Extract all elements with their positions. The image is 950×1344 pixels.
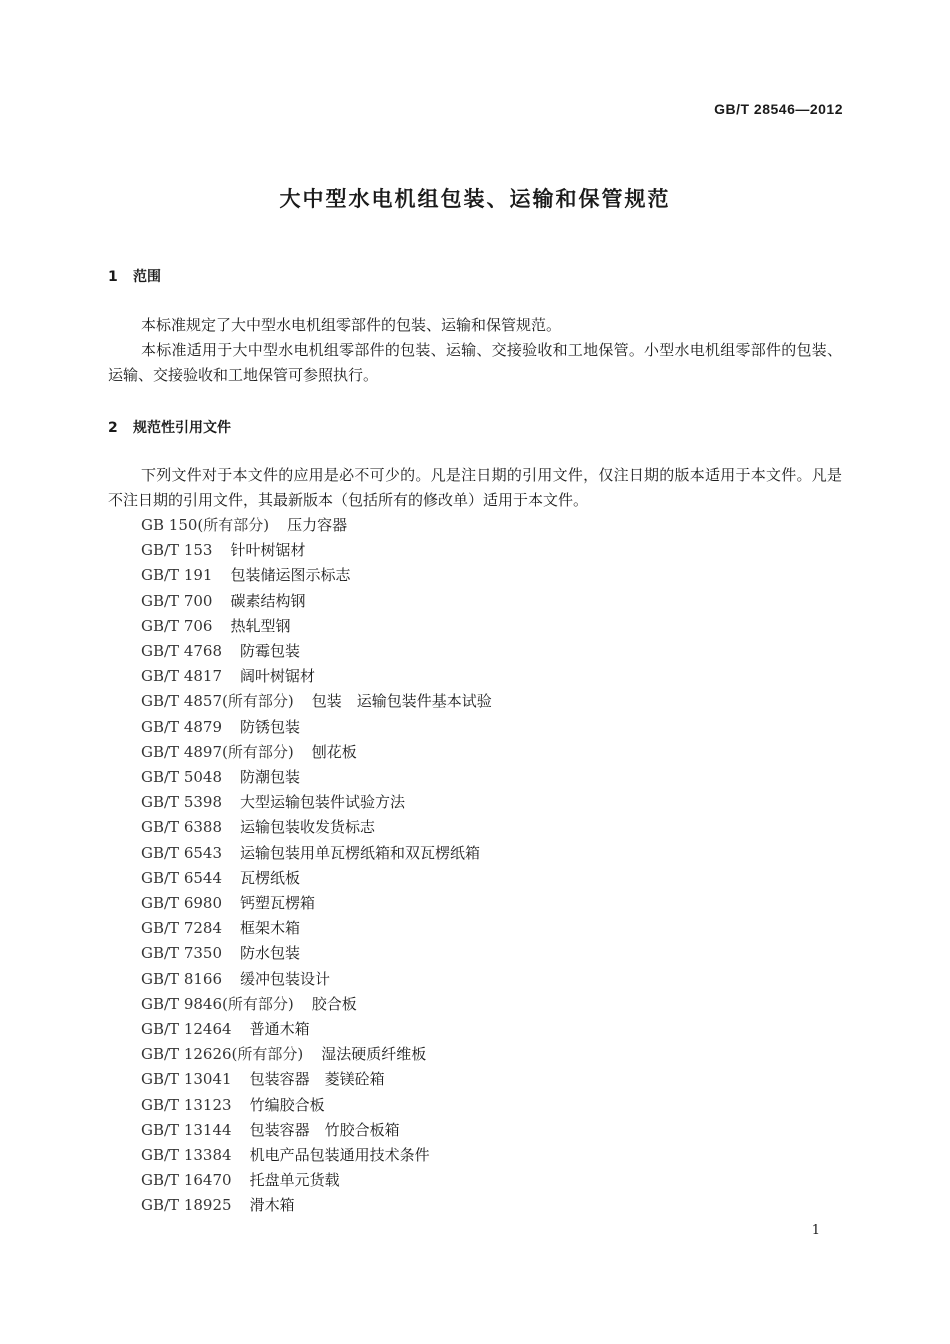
reference-code: GB/T 4879 [141, 717, 223, 736]
reference-item [141, 992, 492, 1017]
reference-item [141, 815, 492, 840]
reference-item [141, 1193, 492, 1218]
section-number: 1 [108, 269, 118, 285]
reference-name: 防霉包装 [240, 642, 301, 661]
reference-name: 防锈包装 [240, 717, 301, 736]
reference-code: GB/T 4768 [141, 642, 223, 661]
reference-name: 大型运输包装件试验方法 [240, 793, 406, 812]
reference-item [141, 689, 492, 714]
reference-item [141, 841, 492, 866]
reference-code: GB/T 13041 [141, 1070, 232, 1089]
reference-name: 刨花板 [311, 742, 357, 761]
reference-code: GB/T 16470 [141, 1171, 232, 1190]
reference-code: GB/T 8166 [141, 969, 223, 988]
reference-list [141, 513, 492, 1219]
reference-code: GB/T 12626(所有部分) [141, 1045, 304, 1064]
reference-name: 运输包装收发货标志 [240, 818, 376, 837]
reference-name: 湿法硬质纤维板 [321, 1045, 427, 1064]
reference-item [141, 1042, 492, 1067]
reference-code: GB/T 4817 [141, 667, 223, 686]
reference-name: 机电产品包装通用技术条件 [249, 1146, 430, 1165]
section-number: 2 [108, 420, 118, 436]
reference-code: GB/T 706 [141, 616, 213, 635]
reference-item [141, 1017, 492, 1042]
reference-name: 缓冲包装设计 [240, 969, 331, 988]
reference-code: GB/T 6544 [141, 868, 223, 887]
reference-code: GB/T 4857(所有部分) [141, 692, 294, 711]
reference-item [141, 589, 492, 614]
reference-code: GB/T 7350 [141, 944, 223, 963]
reference-name: 普通木箱 [249, 1020, 310, 1039]
reference-code: GB/T 191 [141, 566, 213, 585]
section-title: 规范性引用文件 [133, 420, 231, 436]
reference-code: GB/T 9846(所有部分) [141, 994, 294, 1013]
reference-name: 阔叶树锯材 [240, 667, 316, 686]
reference-name: 瓦楞纸板 [240, 868, 301, 887]
section-2-body [108, 463, 842, 513]
reference-name: 防水包装 [240, 944, 301, 963]
paragraph: 下列文件对于本文件的应用是必不可少的。凡是注日期的引用文件，仅注日期的版本适用于本文件。凡是不注日期的引用文件，其最新版本（包括所有的修改单）适用于本文件。 [108, 466, 842, 509]
reference-code: GB/T 13144 [141, 1120, 232, 1139]
reference-code: GB/T 6543 [141, 843, 223, 862]
reference-name: 托盘单元货载 [249, 1171, 340, 1190]
section-1-body [108, 313, 842, 388]
section-title: 范围 [133, 269, 161, 285]
reference-name: 钙塑瓦楞箱 [240, 894, 316, 913]
reference-code: GB/T 4897(所有部分) [141, 742, 294, 761]
reference-item [141, 538, 492, 563]
page-number: 1 [811, 1223, 820, 1238]
reference-item [141, 790, 492, 815]
reference-name: 框架木箱 [240, 919, 301, 938]
reference-name: 碳素结构钢 [230, 591, 306, 610]
reference-item [141, 866, 492, 891]
reference-item [141, 916, 492, 941]
reference-item [141, 1067, 492, 1092]
reference-name: 运输包装用单瓦楞纸箱和双瓦楞纸箱 [240, 843, 481, 862]
reference-name: 胶合板 [311, 994, 357, 1013]
reference-item [141, 614, 492, 639]
paragraph: 本标准适用于大中型水电机组零部件的包装、运输、交接验收和工地保管。小型水电机组零部件的包装、运输、交接验收和工地保管可参照执行。 [108, 341, 842, 384]
reference-name: 包装储运图示标志 [230, 566, 351, 585]
reference-item [141, 941, 492, 966]
section-2-heading [108, 417, 231, 437]
reference-code: GB/T 18925 [141, 1196, 232, 1215]
reference-code: GB/T 6388 [141, 818, 223, 837]
reference-code: GB/T 13384 [141, 1146, 232, 1165]
reference-item [141, 765, 492, 790]
reference-code: GB/T 13123 [141, 1095, 232, 1114]
reference-name: 防潮包装 [240, 768, 301, 787]
reference-name: 滑木箱 [249, 1196, 295, 1215]
reference-item [141, 513, 492, 538]
reference-code: GB/T 700 [141, 591, 213, 610]
reference-code: GB 150(所有部分) [141, 516, 270, 534]
reference-item [141, 891, 492, 916]
reference-name: 针叶树锯材 [230, 541, 306, 560]
reference-name: 热轧型钢 [230, 616, 291, 635]
reference-item [141, 715, 492, 740]
paragraph: 本标准规定了大中型水电机组零部件的包装、运输和保管规范。 [141, 316, 562, 334]
reference-code: GB/T 12464 [141, 1020, 232, 1039]
reference-code: GB/T 7284 [141, 919, 223, 938]
document-title: 大中型水电机组包装、运输和保管规范 [279, 187, 671, 211]
reference-code: GB/T 153 [141, 541, 213, 560]
reference-code: GB/T 5398 [141, 793, 223, 812]
reference-name: 包装容器 菱镁砼箱 [249, 1070, 385, 1089]
reference-item [141, 740, 492, 765]
standard-number: GB/T 28546—2012 [714, 101, 843, 117]
reference-code: GB/T 6980 [141, 894, 223, 913]
reference-item [141, 1118, 492, 1143]
reference-item [141, 664, 492, 689]
reference-item [141, 563, 492, 588]
reference-name: 包装 运输包装件基本试验 [311, 692, 492, 711]
reference-name: 包装容器 竹胶合板箱 [249, 1120, 400, 1139]
reference-item [141, 967, 492, 992]
reference-name: 压力容器 [287, 516, 348, 534]
reference-item [141, 1168, 492, 1193]
reference-item [141, 1143, 492, 1168]
reference-name: 竹编胶合板 [249, 1095, 325, 1114]
section-1-heading [108, 266, 161, 286]
reference-code: GB/T 5048 [141, 768, 223, 787]
reference-item [141, 639, 492, 664]
reference-item [141, 1093, 492, 1118]
